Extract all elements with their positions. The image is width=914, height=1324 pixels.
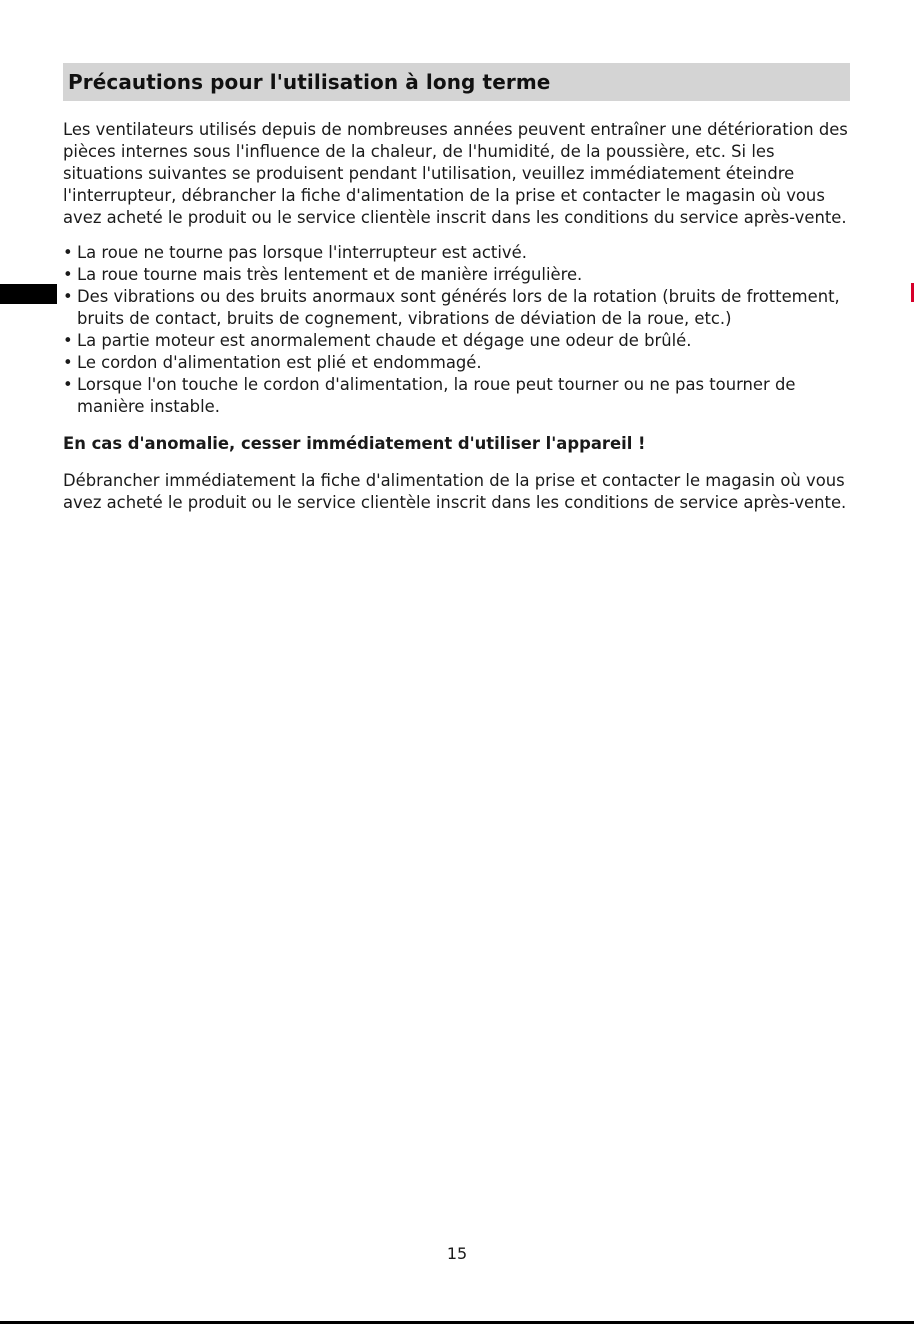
section-header-bar — [63, 63, 850, 101]
intro-paragraph: Les ventilateurs utilisés depuis de nombreuses années peuvent entraîner une détérioration des pièces internes sous l'influence de la chaleur, de l'humidité, de la poussière, etc. Si les situations suivantes se produisent pendant l'utilisation, veuillez immédiatement éteindre l'interrupteur, débrancher la fiche d'alimentation de la prise et contacter le magasin où vous avez acheté le produit ou le service clientèle inscrit dans les conditions du service après-vente. — [63, 120, 848, 227]
page-number: 15 — [446, 1244, 468, 1263]
warning-heading: En cas d'anomalie, cesser immédiatement d'utiliser l'appareil ! — [63, 434, 646, 453]
closing-paragraph: Débrancher immédiatement la fiche d'alimentation de la prise et contacter le magasin où vous avez acheté le produit ou le service clientèle inscrit dans les conditions de service après-vente. — [63, 471, 847, 512]
list-item — [63, 286, 853, 330]
bullet-icon: • — [63, 243, 73, 262]
list-item — [63, 330, 853, 352]
list-item-text: La partie moteur est anormalement chaude et dégage une odeur de brûlé. — [77, 331, 692, 350]
list-item-text: Des vibrations ou des bruits anormaux sont générés lors de la rotation (bruits de frottement, bruits de contact, bruits de cognement, vibrations de déviation de la roue, etc.) — [77, 287, 840, 328]
list-item — [63, 264, 853, 286]
page-content — [63, 119, 853, 514]
list-item-text: Lorsque l'on touche le cordon d'alimentation, la roue peut tourner ou ne pas tourner de manière instable. — [77, 375, 796, 416]
list-item — [63, 352, 853, 374]
section-title: Précautions pour l'utilisation à long terme — [68, 70, 551, 94]
bullet-icon: • — [63, 265, 73, 284]
bullet-icon: • — [63, 287, 73, 306]
list-item-text: Le cordon d'alimentation est plié et endommagé. — [77, 353, 482, 372]
list-item — [63, 242, 853, 264]
symptom-list — [63, 242, 853, 418]
bullet-icon: • — [63, 353, 73, 372]
bullet-icon: • — [63, 331, 73, 350]
list-item-text: La roue tourne mais très lentement et de manière irrégulière. — [77, 265, 583, 284]
bullet-icon: • — [63, 375, 73, 394]
language-side-tab — [0, 284, 57, 304]
list-item-text: La roue ne tourne pas lorsque l'interrupteur est activé. — [77, 243, 527, 262]
list-item — [63, 374, 853, 418]
